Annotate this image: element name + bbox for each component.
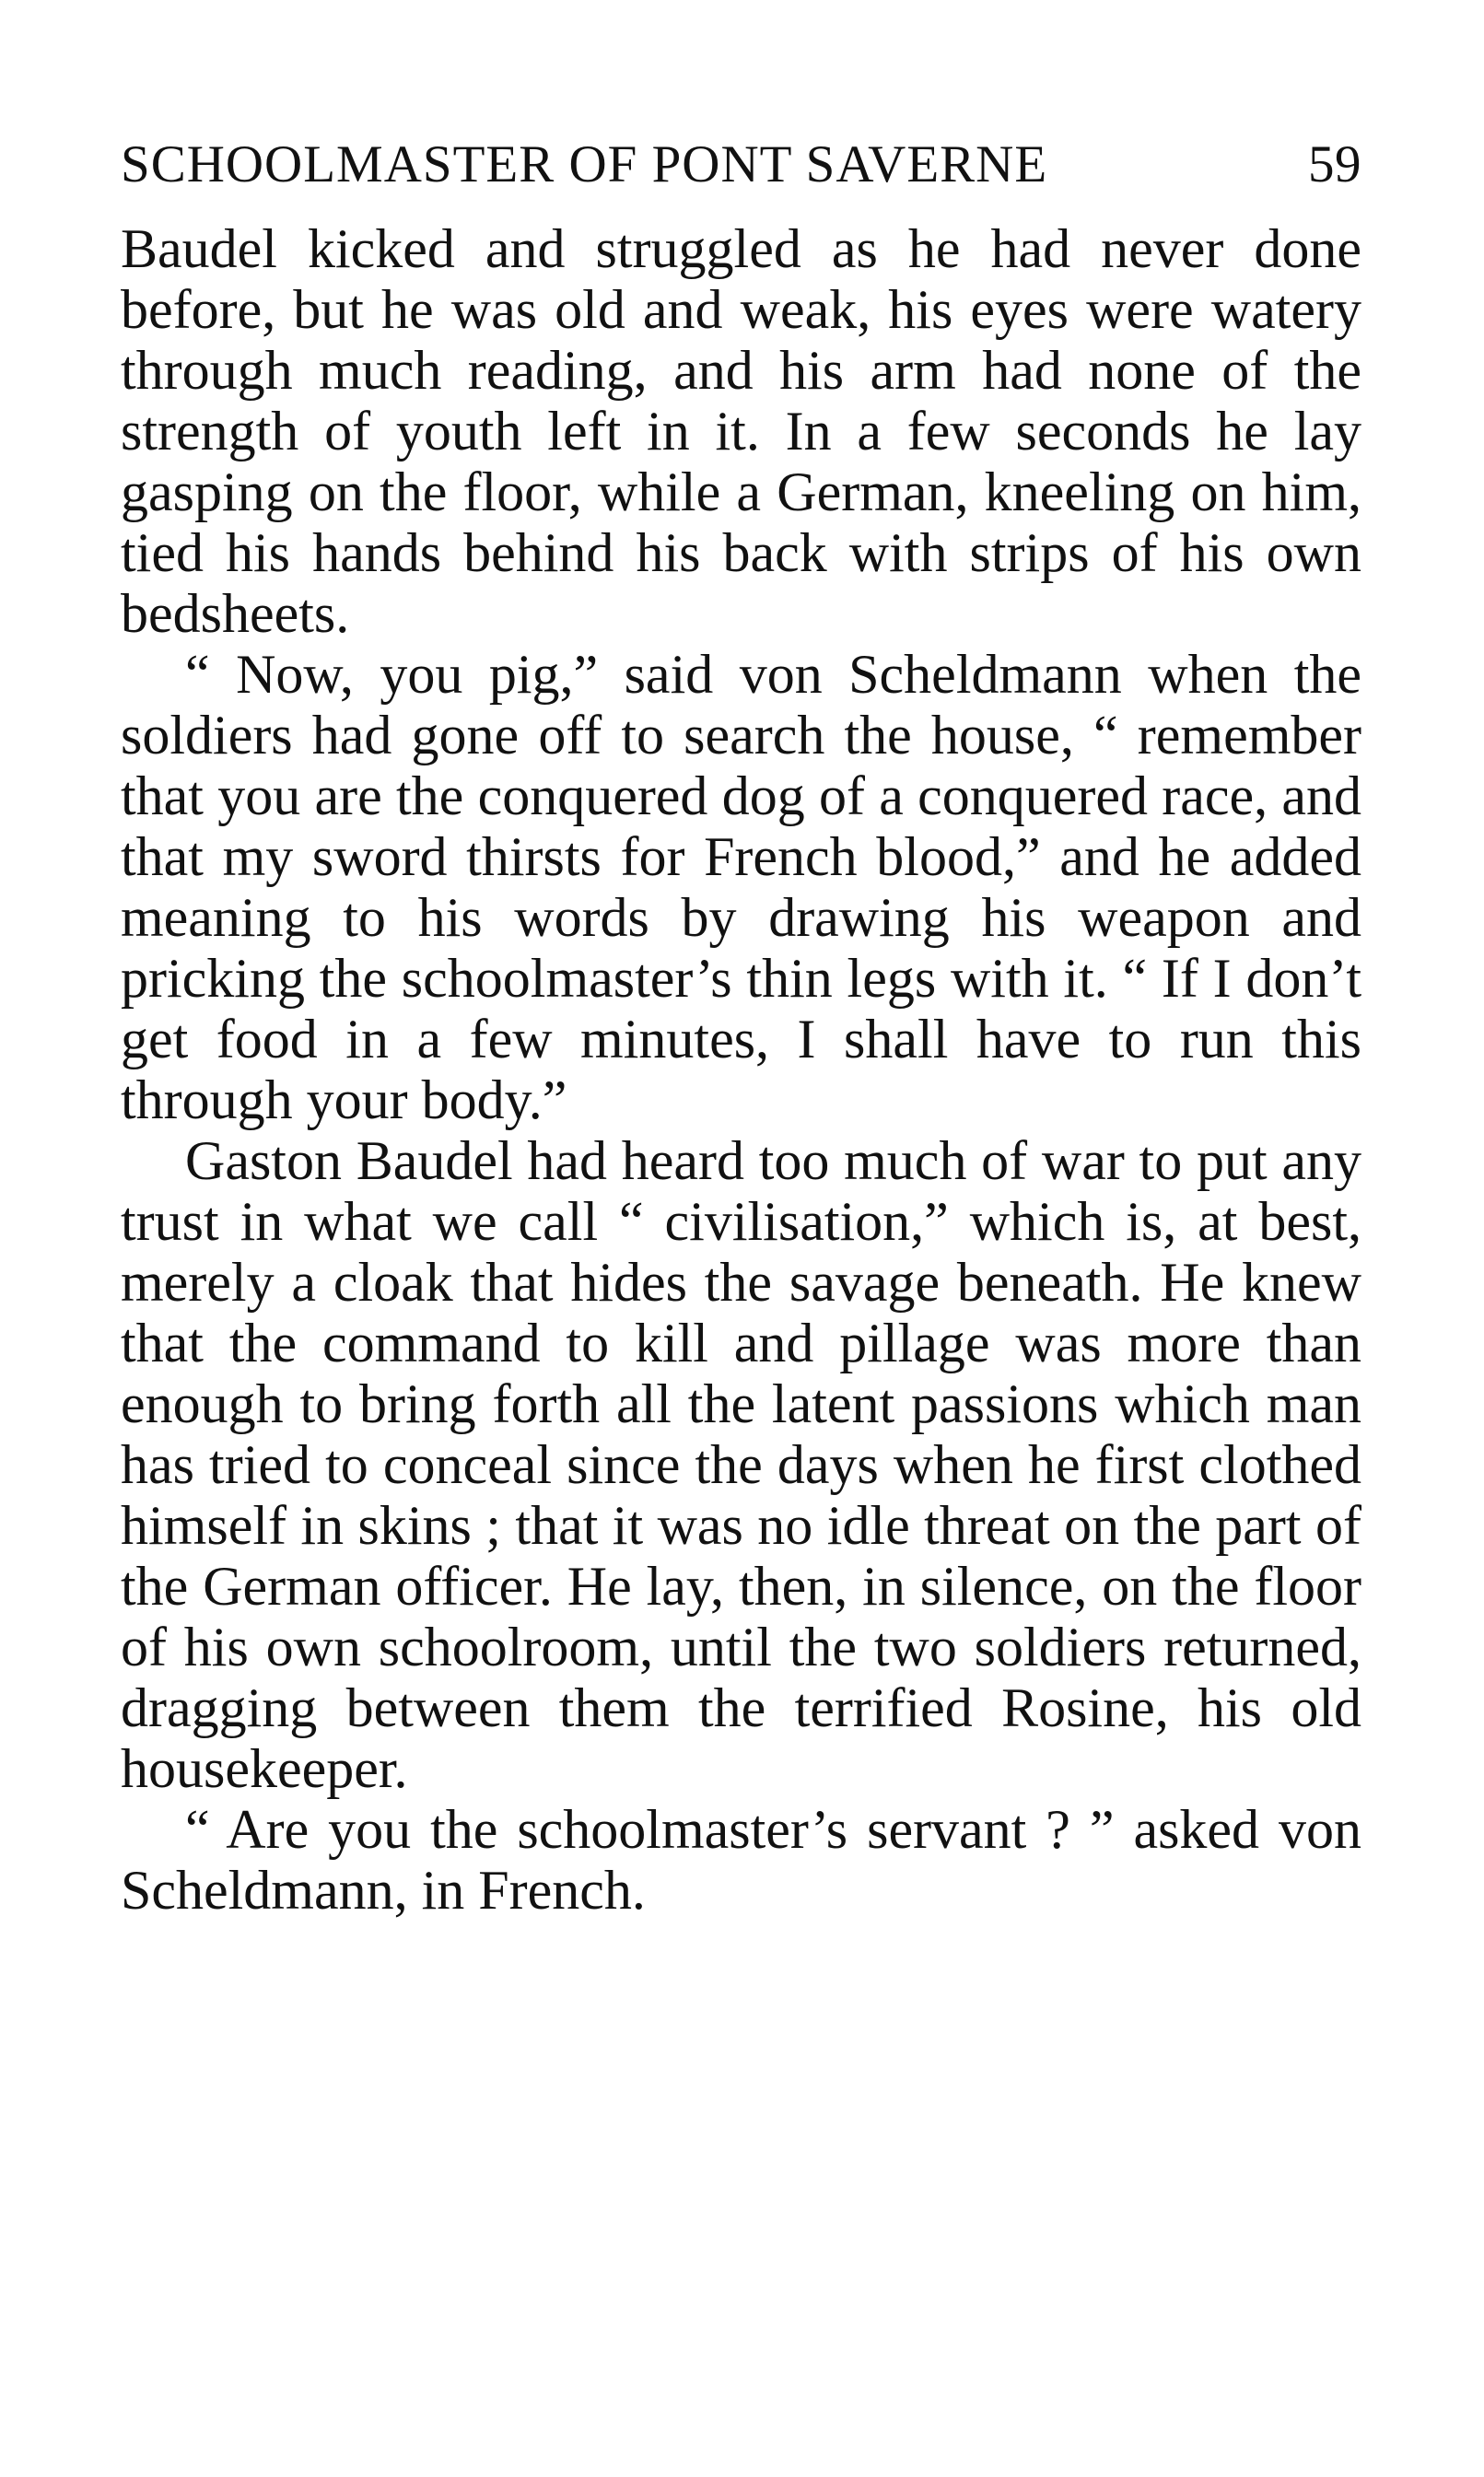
page-number: 59: [1308, 135, 1361, 193]
running-head: [121, 135, 1361, 193]
paragraph-2: “ Now, you pig,” said von Scheldmann when the soldiers had gone off to search the house, “ remember that you are the conquered dog of a conquered race, and that my sword thirsts for French blood,” and he added meaning to his words by drawing his weapon and pricking the schoolmaster’s thin legs with it. “ If I don’t get food in a few minutes, I shall have to run this through your body.”: [121, 644, 1361, 1130]
paragraph-4: “ Are you the schoolmaster’s servant ? ” asked von Scheldmann, in French.: [121, 1799, 1361, 1921]
running-head-title: SCHOOLMASTER OF PONT SAVERNE: [121, 135, 1048, 193]
paragraph-3: Gaston Baudel had heard too much of war to put any trust in what we call “ civilisation,” which is, at best, merely a cloak that hides the savage beneath. He knew that the command to kill and pillage was more than enough to bring forth all the latent passions which man has tried to conceal since the days when he first clothed himself in skins ; that it was no idle threat on the part of the German officer. He lay, then, in silence, on the floor of his own schoolroom, until the two soldiers returned, dragging between them the terrified Rosine, his old housekeeper.: [121, 1130, 1361, 1799]
body-text: [121, 218, 1361, 1921]
book-page: [121, 135, 1361, 1921]
paragraph-1: Baudel kicked and struggled as he had never done before, but he was old and weak, his eyes were watery through much reading, and his arm had none of the strength of youth left in it. In a few seconds he lay gasping on the floor, while a German, kneeling on him, tied his hands behind his back with strips of his own bedsheets.: [121, 218, 1361, 644]
